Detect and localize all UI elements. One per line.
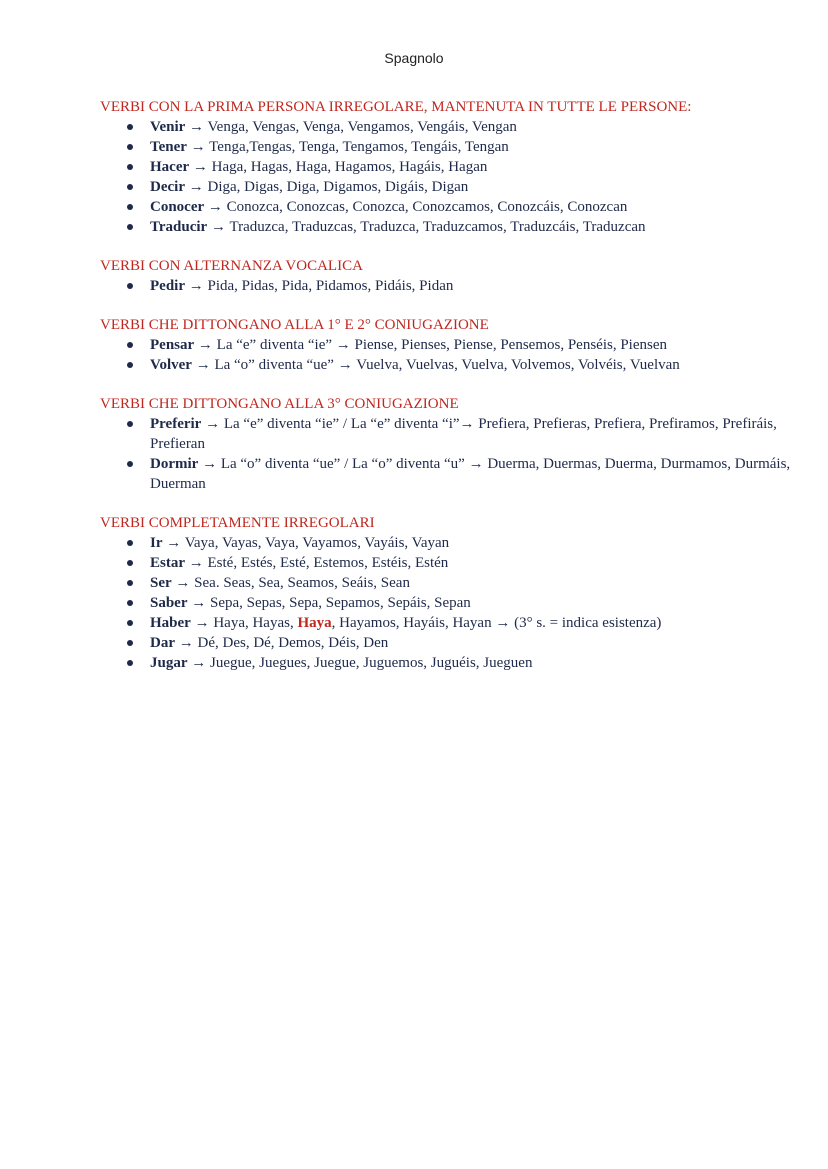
list-item [100, 177, 800, 197]
section-first-person-irregular [100, 97, 800, 237]
list-item [100, 355, 800, 375]
list-item [100, 137, 800, 157]
list-item [100, 157, 800, 177]
conjugation: → Sepa, Sepas, Sepa, Sepamos, Sepáis, Sepan [187, 595, 471, 611]
verb-list [100, 414, 800, 494]
verb-list [100, 117, 800, 237]
section-heading: VERBI CHE DITTONGANO ALLA 1° E 2° CONIUGAZIONE [100, 317, 489, 333]
list-item [100, 276, 800, 296]
list-item [100, 613, 800, 633]
conjugation: → Conozca, Conozcas, Conozca, Conozcamos, Conozcáis, Conozcan [204, 199, 628, 215]
list-item [100, 633, 800, 653]
conjugation: → Juegue, Juegues, Juegue, Juguemos, Juguéis, Jueguen [187, 655, 533, 671]
conjugation-continued: , Hayamos, Hayáis, Hayan → (3° s. = indica esistenza) [331, 615, 662, 631]
list-item [100, 335, 800, 355]
section-vowel-alternation [100, 256, 800, 296]
verb-list [100, 276, 800, 296]
bullet-icon [127, 640, 133, 646]
verb-name: Dormir [150, 456, 199, 472]
section-fully-irregular [100, 513, 800, 673]
bullet-icon [127, 600, 133, 606]
bullet-icon [127, 660, 133, 666]
bullet-icon [127, 124, 133, 130]
verb-name: Conocer [150, 199, 205, 215]
bullet-icon [127, 560, 133, 566]
conjugation: → La “e” diventa “ie” → Piense, Pienses, Piense, Pensemos, Penséis, Piensen [194, 337, 667, 353]
conjugation: → Sea. Seas, Sea, Seamos, Seáis, Sean [171, 575, 410, 591]
list-item [100, 653, 800, 673]
bullet-icon [127, 342, 133, 348]
list-item [100, 593, 800, 613]
list-item [100, 197, 800, 217]
section-heading: VERBI COMPLETAMENTE IRREGOLARI [100, 515, 375, 531]
list-item [100, 533, 800, 553]
section-diphthong-3 [100, 394, 800, 494]
verb-name: Estar [150, 555, 185, 571]
verb-list [100, 533, 800, 673]
verb-name: Tener [150, 139, 187, 155]
list-item [100, 454, 800, 494]
highlighted-form: Haya [297, 615, 332, 631]
bullet-icon [127, 540, 133, 546]
conjugation: → Venga, Vengas, Venga, Vengamos, Vengáis, Vengan [185, 119, 517, 135]
verb-name: Hacer [150, 159, 190, 175]
bullet-icon [127, 144, 133, 150]
conjugation: → La “o” diventa “ue” / La “o” diventa “u” → Duerma, Duermas, Duerma, Durmamos, Durmáis, Duerman [150, 456, 791, 492]
bullet-icon [127, 283, 133, 289]
bullet-icon [127, 461, 133, 467]
list-item [100, 414, 800, 454]
conjugation: → Traduzca, Traduzcas, Traduzca, Traduzcamos, Traduzcáis, Traduzcan [207, 219, 646, 235]
conjugation: → Esté, Estés, Esté, Estemos, Estéis, Estén [185, 555, 449, 571]
section-diphthong-1-2 [100, 315, 800, 375]
conjugation: → La “o” diventa “ue” → Vuelva, Vuelvas, Vuelva, Volvemos, Volvéis, Vuelvan [191, 357, 680, 373]
bullet-icon [127, 204, 133, 210]
conjugation: → Diga, Digas, Diga, Digamos, Digáis, Digan [184, 179, 469, 195]
conjugation: → Dé, Des, Dé, Demos, Déis, Den [175, 635, 389, 651]
verb-name: Haber [150, 615, 191, 631]
section-heading: VERBI CHE DITTONGANO ALLA 3° CONIUGAZIONE [100, 396, 459, 412]
verb-name: Traducir [150, 219, 208, 235]
verb-name: Ir [150, 535, 163, 551]
document-body [100, 97, 800, 692]
conjugation: → Tenga,Tengas, Tenga, Tengamos, Tengáis, Tengan [186, 139, 509, 155]
verb-name: Decir [150, 179, 185, 195]
verb-name: Preferir [150, 416, 202, 432]
verb-name: Jugar [150, 655, 188, 671]
bullet-icon [127, 421, 133, 427]
verb-name: Pensar [150, 337, 195, 353]
verb-name: Ser [150, 575, 172, 591]
list-item [100, 553, 800, 573]
verb-name: Pedir [150, 278, 185, 294]
bullet-icon [127, 620, 133, 626]
verb-name: Dar [150, 635, 175, 651]
section-heading: VERBI CON ALTERNANZA VOCALICA [100, 258, 363, 274]
bullet-icon [127, 164, 133, 170]
list-item [100, 573, 800, 593]
bullet-icon [127, 224, 133, 230]
bullet-icon [127, 184, 133, 190]
page-title: Spagnolo [384, 50, 444, 66]
verb-name: Saber [150, 595, 188, 611]
verb-name: Volver [150, 357, 192, 373]
conjugation: → Vaya, Vayas, Vaya, Vayamos, Vayáis, Vayan [162, 535, 450, 551]
list-item [100, 117, 800, 137]
bullet-icon [127, 362, 133, 368]
verb-list [100, 335, 800, 375]
section-heading: VERBI CON LA PRIMA PERSONA IRREGOLARE, MANTENUTA IN TUTTE LE PERSONE: [100, 99, 692, 115]
conjugation: → Haga, Hagas, Haga, Hagamos, Hagáis, Hagan [189, 159, 488, 175]
list-item [100, 217, 800, 237]
bullet-icon [127, 580, 133, 586]
verb-name: Venir [150, 119, 186, 135]
conjugation: → Pida, Pidas, Pida, Pidamos, Pidáis, Pidan [185, 278, 454, 294]
conjugation: → Haya, Hayas, [190, 615, 298, 631]
conjugation: → La “e” diventa “ie” / La “e” diventa “i”→ Prefiera, Prefieras, Prefiera, Prefiramos, Prefiráis, Prefieran [150, 416, 777, 452]
